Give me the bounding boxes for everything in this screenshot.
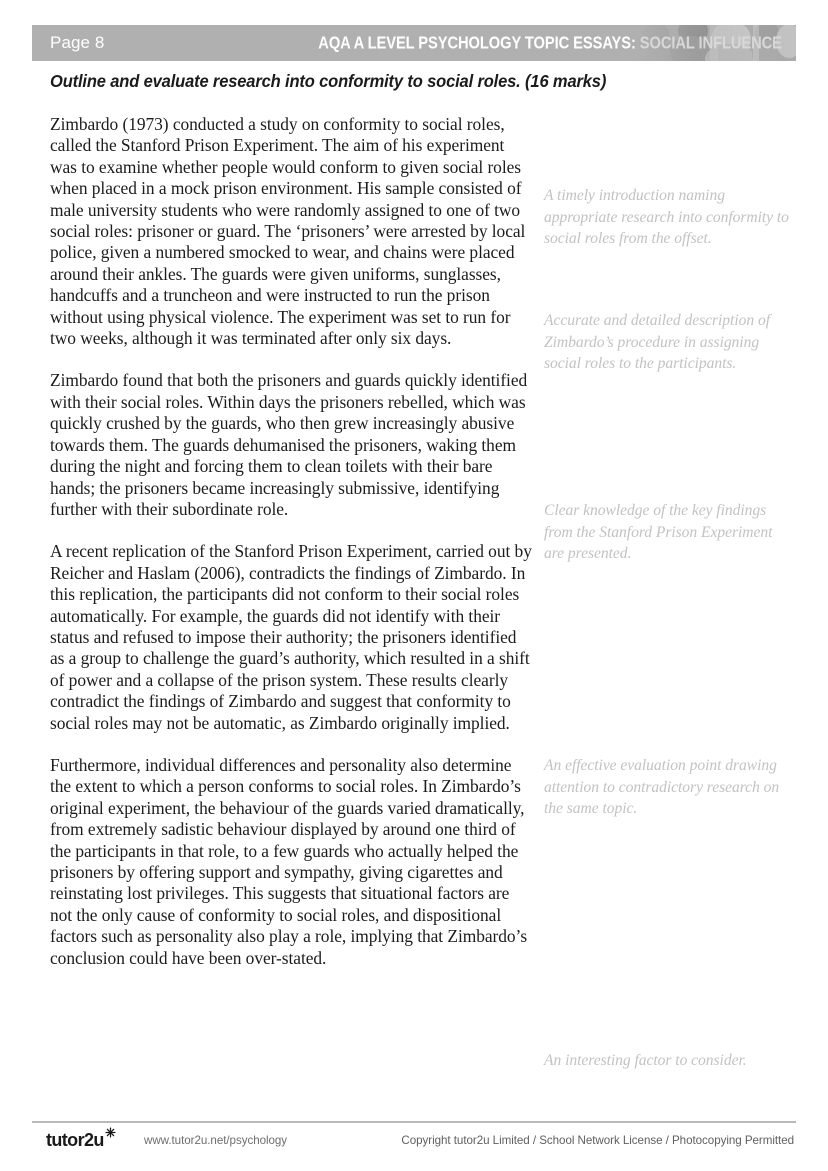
page-footer bbox=[32, 1130, 796, 1156]
margin-note: A timely introduction naming appropriate research into conformity to social roles from the offset. bbox=[544, 187, 789, 247]
margin-note: An interesting factor to consider. bbox=[544, 1052, 747, 1069]
footer-divider bbox=[32, 1121, 796, 1123]
logo-word: tutor bbox=[46, 1130, 84, 1150]
header-title bbox=[318, 33, 782, 54]
margin-note: Accurate and detailed description of Zimbardo’s procedure in assigning social roles to the participants. bbox=[544, 312, 770, 372]
body-paragraph: Zimbardo (1973) conducted a study on conformity to social roles, called the Stanford Prison Experiment. The aim of his experiment was to examine whether people would conform to given social roles when placed in a mock prison environment. His sample consisted of male university students who were randomly assigned to one of two social roles: prisoner or guard. The ‘prisoners’ were arrested by local police, given a numbered smocked to wear, and chains were placed around their ankles. The guards were given uniforms, sunglasses, handcuffs and a truncheon and were instructed to run the prison without using physical violence. The experiment was set to run for two weeks, although it was terminated after only six days. bbox=[50, 114, 526, 349]
starburst-icon bbox=[105, 1127, 116, 1138]
margin-note: An effective evaluation point drawing attention to contradictory research on the same topic. bbox=[544, 757, 780, 817]
body-paragraph: A recent replication of the Stanford Prison Experiment, carried out by Reicher and Haslam (2006), contradicts the findings of Zimbardo. In this replication, the participants did not conform to their social roles automatically. For example, the guards did not identify with their status and refused to impose their authority; the prisoners identified as a group to challenge the guard’s authority, which resulted in a shift of power and a collapse of the prison system. These results clearly contradict the findings of Zimbardo and suggest that conformity to social roles may not be automatic, as Zimbardo originally implied. bbox=[50, 541, 532, 733]
tutor2u-logo-text bbox=[46, 1130, 104, 1150]
footer-website-url[interactable]: www.tutor2u.net/psychology bbox=[144, 1134, 288, 1147]
logo-suffix: 2u bbox=[83, 1130, 104, 1150]
footer-copyright: Copyright tutor2u Limited / School Network License / Photocopying Permitted bbox=[401, 1134, 794, 1147]
body-paragraph: Furthermore, individual differences and personality also determine the extent to which a person conforms to social roles. In Zimbardo’s original experiment, the behaviour of the guards varied dramatically, from extremely sadistic behaviour displayed by around one third of the participants in that role, to a few guards who actually helped the prisoners by offering support and sympathy, giving cigarettes and reinstating lost privileges. This suggests that situational factors are not the only cause of conformity to social roles, and dispositional factors such as personality also play a role, implying that Zimbardo’s conclusion could have been over-stated. bbox=[50, 754, 528, 968]
page-number-label: Page 8 bbox=[50, 33, 105, 52]
tutor2u-logo[interactable] bbox=[46, 1130, 116, 1150]
essay-question-heading: Outline and evaluate research into conformity to social roles. (16 marks) bbox=[50, 71, 607, 91]
essay-body bbox=[50, 114, 532, 969]
header-title-topic: SOCIAL INFLUENCE bbox=[639, 32, 782, 53]
body-paragraph: Zimbardo found that both the prisoners and guards quickly identified with their social roles. Within days the prisoners rebelled, which was quickly crushed by the guards, who then grew increasingly abusive towards them. The guards dehumanised the prisoners, waking them during the night and forcing them to clean toilets with their bare hands; the prisoners became increasingly submissive, identifying further with their subordinate role. bbox=[50, 370, 528, 519]
margin-annotations bbox=[544, 114, 796, 1094]
margin-note: Clear knowledge of the key findings from the Stanford Prison Experiment are presented. bbox=[544, 502, 773, 562]
header-title-main: AQA A LEVEL PSYCHOLOGY TOPIC ESSAYS: bbox=[318, 32, 636, 53]
page-header-bar bbox=[32, 25, 796, 61]
